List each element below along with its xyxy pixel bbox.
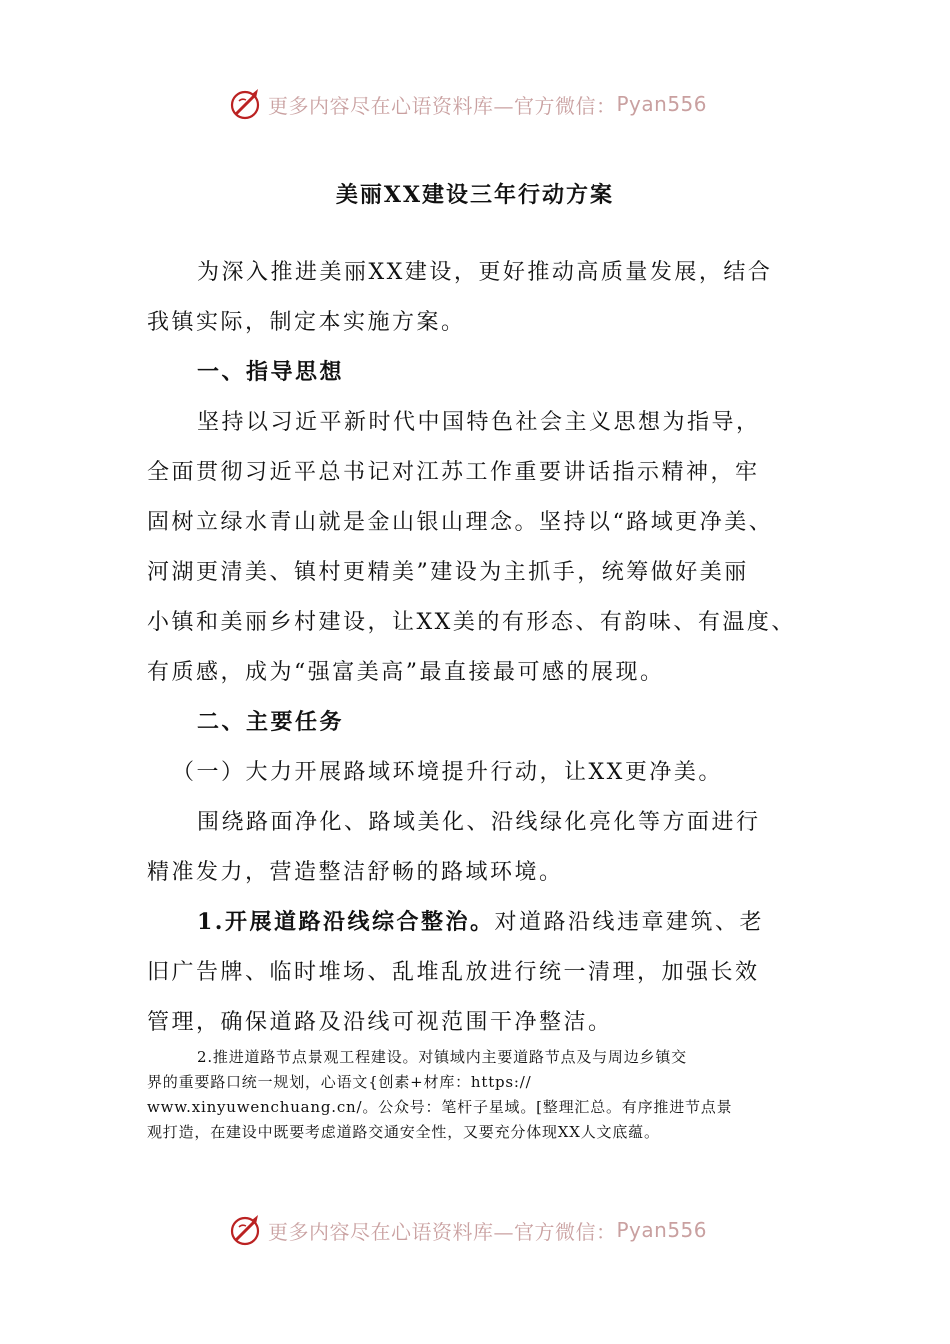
section1-line-6: 有质感，成为“强富美高”最直接最可感的展现。 (147, 660, 665, 685)
banner-handle: Pyan556 (616, 1218, 708, 1242)
header-banner (228, 84, 728, 124)
pen-logo-icon (228, 86, 264, 122)
subsection1-line-1: 围绕路面净化、路域美化、沿线绿化亮化等方面进行 (197, 810, 761, 835)
item1-bold-heading: 1.开展道路沿线综合整治。 (197, 909, 495, 935)
subsection1-line-2: 精准发力，营造整洁舒畅的路域环境。 (147, 860, 564, 885)
banner-text: 更多内容尽在心语资料库—官方微信： (268, 1219, 617, 1244)
section1-line-2: 全面贯彻习近平总书记对江苏工作重要讲话指示精神，牢 (147, 460, 760, 485)
document-title: 美丽XX建设三年行动方案 (335, 182, 615, 208)
subsection-heading-1: （一）大力开展路域环境提升行动，让XX更净美。 (172, 760, 723, 785)
section-heading-main-tasks: 二、主要任务 (197, 709, 345, 735)
banner-handle: Pyan556 (616, 92, 708, 116)
banner-text: 更多内容尽在心语资料库—官方微信： (268, 93, 617, 118)
pen-logo-icon (228, 1212, 264, 1248)
item2-line-4: 观打造，在建设中既要考虑道路交通安全性，又要充分体现XX人文底蕴。 (147, 1123, 660, 1141)
item1-line-1 (197, 905, 764, 936)
footer-banner (228, 1210, 728, 1250)
item2-line-2: 界的重要路口统一规划，心语文{创素+材库：https:// (147, 1073, 532, 1091)
section1-line-3: 固树立绿水青山就是金山银山理念。坚持以“路域更净美、 (147, 510, 774, 535)
section1-line-4: 河湖更清美、镇村更精美”建设为主抓手，统筹做好美丽 (147, 560, 749, 585)
intro-line-2: 我镇实际，制定本实施方案。 (147, 310, 466, 335)
intro-line-1: 为深入推进美丽XX建设，更好推动高质量发展，结合 (197, 260, 773, 285)
item1-text: 对道路沿线违章建筑、老 (494, 910, 764, 935)
item1-line-3: 管理，确保道路及沿线可视范围干净整洁。 (147, 1010, 613, 1035)
item2-line-1: 2.推进道路节点景观工程建设。对镇域内主要道路节点及与周边乡镇交 (197, 1048, 687, 1066)
section1-line-5: 小镇和美丽乡村建设，让XX美的有形态、有韵味、有温度、 (147, 610, 796, 635)
item2-line-3: www.xinyuwenchuang.cn/。公众号：笔杆子星域。[整理汇总。有序推进节点景 (147, 1098, 733, 1116)
section1-line-1: 坚持以习近平新时代中国特色社会主义思想为指导， (197, 410, 761, 435)
section-heading-guiding-ideology: 一、指导思想 (197, 359, 345, 385)
item1-line-2: 旧广告牌、临时堆场、乱堆乱放进行统一清理，加强长效 (147, 960, 760, 985)
